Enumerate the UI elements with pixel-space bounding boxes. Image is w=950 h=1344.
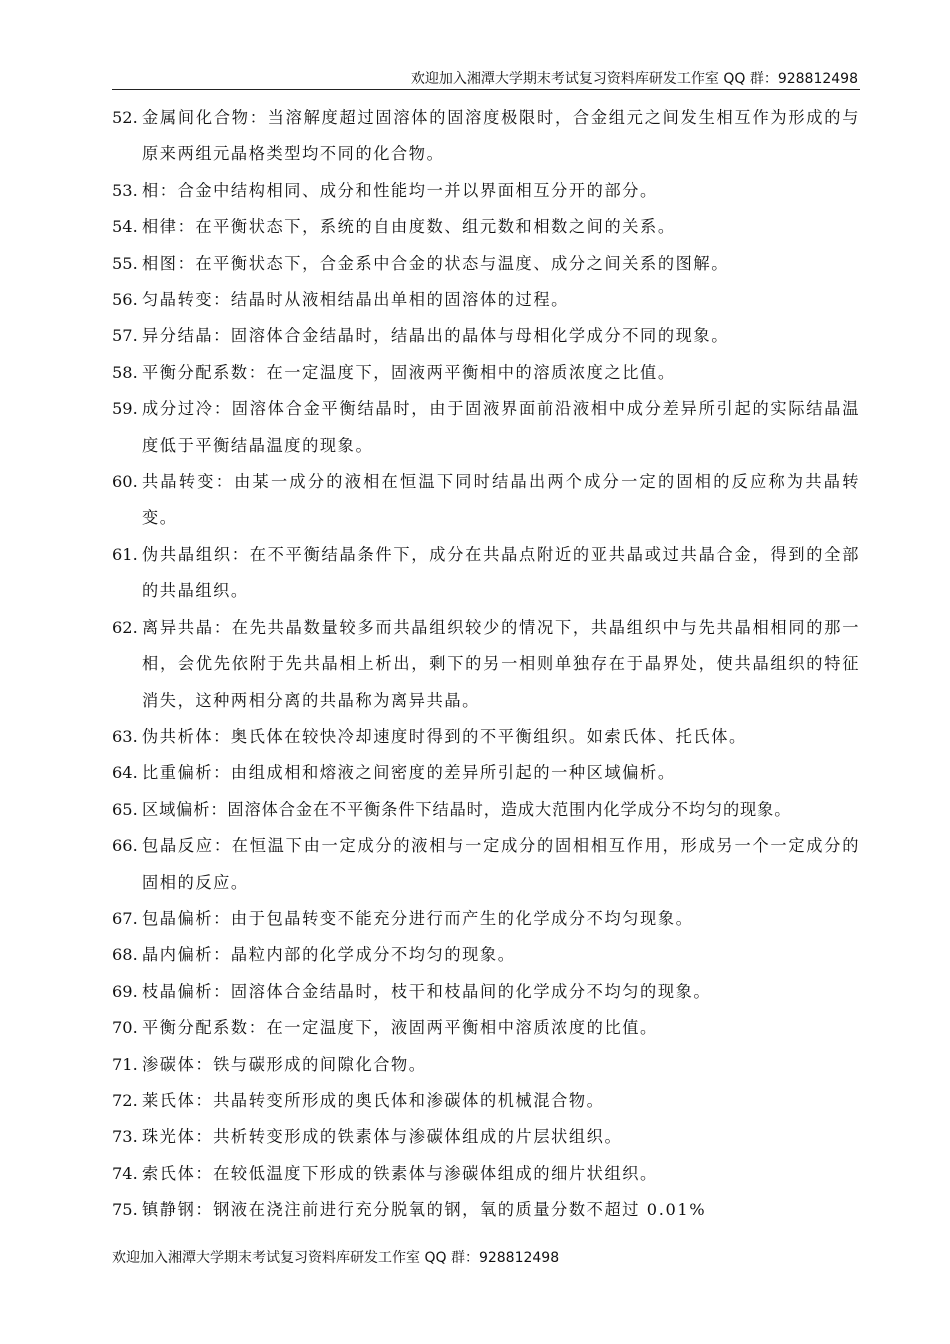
list-item	[112, 610, 860, 719]
list-item	[112, 355, 860, 391]
item-text: 镇静钢：钢液在浇注前进行充分脱氧的钢，氧的质量分数不超过 0.01%	[142, 1200, 707, 1220]
item-text: 相律：在平衡状态下，系统的自由度数、组元数和相数之间的关系。	[142, 217, 676, 237]
page-header-text: 欢迎加入湘潭大学期末考试复习资料库研发工作室 QQ 群：928812498	[410, 71, 858, 87]
item-number: 57.	[112, 326, 138, 346]
item-text: 珠光体：共析转变形成的铁素体与渗碳体组成的片层状组织。	[142, 1127, 623, 1147]
item-number: 67.	[112, 908, 138, 928]
item-number: 72.	[112, 1090, 138, 1110]
list-item	[112, 1010, 860, 1046]
item-text: 包晶偏析：由于包晶转变不能充分进行而产生的化学成分不均匀现象。	[142, 908, 694, 928]
definition-list	[112, 100, 860, 1229]
item-number: 58.	[112, 362, 138, 382]
item-number: 69.	[112, 981, 138, 1001]
item-number: 63.	[112, 726, 138, 746]
item-text: 比重偏析：由组成相和熔液之间密度的差异所引起的一种区域偏析。	[142, 763, 676, 783]
list-item	[112, 1192, 860, 1228]
list-item	[112, 1083, 860, 1119]
item-number: 70.	[112, 1018, 138, 1038]
item-number: 56.	[112, 290, 138, 310]
list-item	[112, 246, 860, 282]
item-number: 66.	[112, 836, 138, 856]
list-item	[112, 792, 860, 828]
item-number: 75.	[112, 1200, 138, 1220]
item-text: 索氏体：在较低温度下形成的铁素体与渗碳体组成的细片状组织。	[142, 1163, 658, 1183]
list-item	[112, 1047, 860, 1083]
list-item	[112, 755, 860, 791]
list-item	[112, 974, 860, 1010]
item-text: 异分结晶：固溶体合金结晶时，结晶出的晶体与母相化学成分不同的现象。	[142, 326, 729, 346]
item-number: 52.	[112, 108, 138, 127]
item-text: 成分过冷：固溶体合金平衡结晶时，由于固液界面前沿液相中成分差异所引起的实际结晶温度低于平衡结晶温度的现象。	[142, 399, 860, 455]
item-text: 匀晶转变：结晶时从液相结晶出单相的固溶体的过程。	[142, 290, 569, 310]
item-text: 相：合金中结构相同、成分和性能均一并以界面相互分开的部分。	[142, 180, 658, 200]
item-number: 74.	[112, 1163, 138, 1183]
list-item	[112, 318, 860, 354]
item-text: 相图：在平衡状态下，合金系中合金的状态与温度、成分之间关系的图解。	[142, 253, 729, 273]
page-footer-text: 欢迎加入湘潭大学期末考试复习资料库研发工作室 QQ 群：928812498	[112, 1250, 560, 1266]
item-number: 61.	[112, 544, 138, 564]
list-item	[112, 100, 860, 173]
item-number: 55.	[112, 253, 138, 273]
item-number: 64.	[112, 763, 138, 783]
list-item	[112, 1119, 860, 1155]
item-text: 伪共晶组织：在不平衡结晶条件下，成分在共晶点附近的亚共晶或过共晶合金，得到的全部的共晶组织。	[142, 544, 860, 601]
item-number: 62.	[112, 617, 138, 637]
item-number: 54.	[112, 217, 138, 237]
item-number: 53.	[112, 180, 138, 200]
item-text: 包晶反应：在恒温下由一定成分的液相与一定成分的固相相互作用，形成另一个一定成分的固相的反应。	[142, 836, 860, 892]
item-number: 68.	[112, 945, 138, 965]
item-text: 平衡分配系数：在一定温度下，液固两平衡相中溶质浓度的比值。	[142, 1018, 658, 1038]
item-number: 59.	[112, 399, 138, 419]
item-text: 莱氏体：共晶转变所形成的奥氏体和渗碳体的机械混合物。	[142, 1090, 605, 1110]
list-item	[112, 282, 860, 318]
item-number: 71.	[112, 1054, 138, 1074]
list-item	[112, 537, 860, 610]
item-text: 渗碳体：铁与碳形成的间隙化合物。	[142, 1054, 427, 1074]
item-text: 晶内偏析：晶粒内部的化学成分不均匀的现象。	[142, 945, 516, 965]
list-item	[112, 719, 860, 755]
item-text: 区域偏析：固溶体合金在不平衡条件下结晶时，造成大范围内化学成分不均匀的现象。	[142, 799, 792, 819]
list-item	[112, 901, 860, 937]
item-number: 73.	[112, 1127, 138, 1147]
item-text: 枝晶偏析：固溶体合金结晶时，枝干和枝晶间的化学成分不均匀的现象。	[142, 981, 712, 1001]
item-number: 60.	[112, 472, 138, 492]
item-text: 平衡分配系数：在一定温度下，固液两平衡相中的溶质浓度之比值。	[142, 362, 676, 382]
list-item	[112, 828, 860, 901]
item-text: 共晶转变：由某一成分的液相在恒温下同时结晶出两个成分一定的固相的反应称为共晶转变。	[142, 472, 860, 528]
header-divider	[112, 89, 860, 90]
list-item	[112, 937, 860, 973]
list-item	[112, 209, 860, 245]
item-text: 离异共晶：在先共晶数量较多而共晶组织较少的情况下，共晶组织中与先共晶相相同的那一相，会优先依附于先共晶相上析出，剩下的另一相则单独存在于晶界处，使共晶组织的特征消失，这种两相分离的共晶称为离异共晶。	[142, 617, 860, 710]
list-item	[112, 173, 860, 209]
list-item	[112, 464, 860, 537]
item-text: 伪共析体：奥氏体在较快冷却速度时得到的不平衡组织。如索氏体、托氏体。	[142, 726, 747, 746]
list-item	[112, 391, 860, 464]
item-number: 65.	[112, 799, 138, 819]
item-text: 金属间化合物：当溶解度超过固溶体的固溶度极限时，合金组元之间发生相互作为形成的与原来两组元晶格类型均不同的化合物。	[142, 108, 860, 164]
list-item	[112, 1156, 860, 1192]
